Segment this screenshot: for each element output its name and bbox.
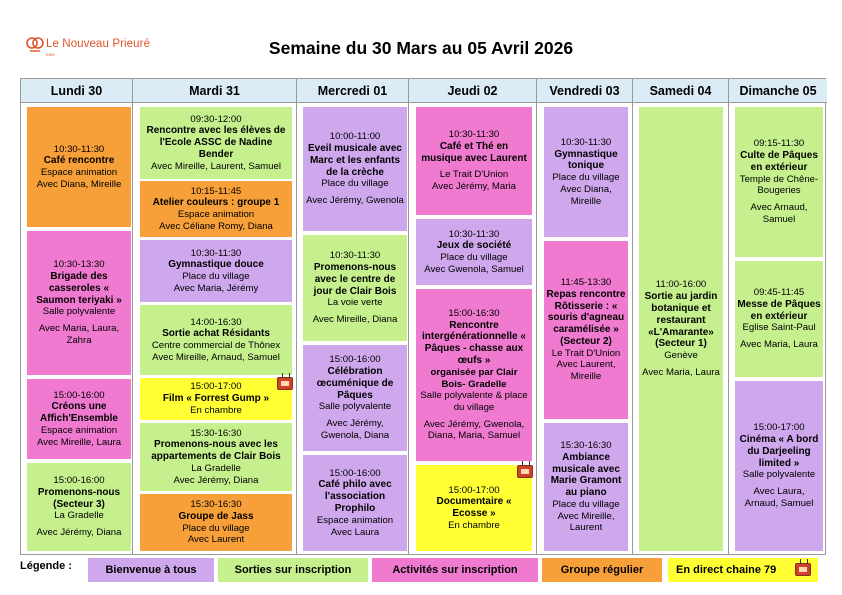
event-staff: Avec Jérémy, Diana: [173, 474, 259, 486]
event-place: Le Trait D'Union: [551, 347, 621, 359]
tv-icon: [517, 465, 533, 478]
event-time: 15:00-16:00: [329, 354, 381, 366]
event-place: Espace animation: [316, 514, 394, 526]
event-staff: Avec Mireille, Laura: [36, 436, 122, 448]
event-card[interactable]: [140, 305, 292, 375]
event-place: Salle polyvalente & place du village: [420, 390, 528, 413]
event-time: 15:00-16:00: [53, 389, 105, 401]
event-time: 15:00-16:00: [53, 475, 105, 487]
event-card[interactable]: [544, 241, 628, 419]
event-staff: Avec Mireille, Laurent, Samuel: [151, 160, 281, 172]
event-place: Place du village: [440, 252, 508, 264]
event-card[interactable]: [140, 107, 292, 179]
event-name: Créons une Affich'Ensemble: [40, 401, 118, 425]
legend-item: Bienvenue à tous: [88, 558, 214, 582]
event-card[interactable]: [27, 379, 131, 459]
event-card[interactable]: [735, 381, 823, 551]
event-staff: Avec Gwenola, Samuel: [424, 263, 524, 275]
day-column-mercredi: [297, 79, 409, 554]
event-staff: Avec Maria, Laura: [740, 339, 818, 351]
event-name: Eveil musicale avec Marc et les enfants de la crèche: [308, 142, 402, 178]
event-staff: Avec Jérémy, Gwenola, Diana, Maria, Samuel: [423, 418, 525, 442]
event-time: 10:30-11:30: [190, 247, 242, 259]
day-column-jeudi: [409, 79, 537, 554]
event-place: Eglise Saint-Paul: [742, 322, 816, 334]
event-card[interactable]: [544, 423, 628, 551]
brand-name: Le Nouveau Prieuré: [46, 38, 151, 50]
legend-item: Sorties sur inscription: [218, 558, 368, 582]
event-card[interactable]: [416, 219, 532, 285]
legend-item: En direct chaine 79: [668, 558, 818, 582]
event-staff: Avec Maria, Laura: [642, 366, 720, 378]
event-place: Le Trait D'Union: [439, 169, 509, 181]
legend-item: Activités sur inscription: [372, 558, 538, 582]
event-card[interactable]: [140, 181, 292, 237]
event-time: 09:45-11:45: [753, 287, 805, 299]
event-time: 09:15-11:30: [753, 138, 805, 150]
event-place: Salle polyvalente: [742, 469, 816, 481]
event-time: 15:30-16:30: [190, 499, 242, 511]
event-staff: Avec Laurent, Mireille: [556, 359, 616, 383]
day-column-mardi: [133, 79, 297, 554]
day-column-dimanche: [729, 79, 827, 554]
event-name: Rencontre intergénérationnelle « Pâques - chasse aux œufs »: [422, 319, 526, 367]
event-time: 15:00-17:00: [753, 422, 805, 434]
event-name: Promenons-nous (Secteur 3): [37, 486, 121, 510]
event-staff: Avec Mireille, Arnaud, Samuel: [152, 351, 280, 363]
week-schedule: [20, 78, 826, 555]
event-place: Place du village: [552, 172, 620, 184]
event-name: Café philo avec l'association Prophilo: [318, 479, 392, 515]
event-place: La Gradelle: [191, 462, 241, 474]
event-card[interactable]: [27, 463, 131, 551]
day-header: Dimanche 05: [729, 79, 827, 103]
day-header: Vendredi 03: [537, 79, 632, 103]
day-column-lundi: [21, 79, 133, 554]
event-staff: Avec Jérémy, Maria: [432, 181, 516, 193]
event-staff: Avec Laura, Arnaud, Samuel: [744, 486, 814, 509]
event-card[interactable]: [303, 345, 407, 451]
event-card[interactable]: [303, 107, 407, 231]
event-name: Brigade des casseroles « Saumon teriyaki »: [36, 271, 122, 306]
event-name: Promenons-nous avec les appartements de Clair Bois: [151, 439, 281, 463]
event-staff: Avec Jérémy, Gwenola: [306, 195, 404, 207]
event-name: Groupe de Jass: [178, 510, 254, 522]
event-place: Espace animation: [40, 167, 118, 179]
event-card[interactable]: [416, 107, 532, 215]
event-time: 10:30-13:30: [53, 259, 105, 271]
event-card[interactable]: [140, 240, 292, 302]
event-staff: Avec Mireille, Laurent: [557, 510, 615, 534]
legend-item: Groupe régulier: [542, 558, 662, 582]
event-card[interactable]: [140, 423, 292, 491]
event-card[interactable]: [27, 107, 131, 227]
event-staff: Avec Mireille, Diana: [312, 314, 398, 326]
event-time: 15:00-16:30: [448, 307, 500, 319]
event-card[interactable]: [140, 378, 292, 420]
event-time: 10:30-11:30: [448, 129, 500, 141]
event-card[interactable]: [544, 107, 628, 237]
event-time: 10:00-11:00: [329, 131, 381, 143]
event-place: La Gradelle: [54, 510, 104, 522]
event-time: 10:30-11:30: [560, 136, 612, 148]
event-place: Place du village: [182, 522, 250, 534]
event-time: 15:00-17:00: [190, 381, 242, 393]
event-place: Place du village: [182, 271, 250, 283]
day-header: Mercredi 01: [297, 79, 408, 103]
day-header: Mardi 31: [133, 79, 296, 103]
event-name: Atelier couleurs : groupe 1: [152, 197, 280, 209]
event-place: En chambre: [448, 519, 500, 531]
brand-sub: EMS: [46, 52, 55, 57]
event-time: 10:15-11:45: [190, 185, 242, 197]
event-staff: Avec Laura: [330, 526, 380, 538]
event-card[interactable]: [735, 107, 823, 257]
event-card[interactable]: [639, 107, 723, 551]
event-name: Café rencontre: [43, 155, 115, 167]
event-time: 10:30-11:30: [448, 228, 500, 240]
event-time: 11:00-16:00: [655, 279, 707, 291]
event-staff: Avec Laurent: [187, 534, 245, 546]
event-card[interactable]: [416, 289, 532, 461]
event-name: Promenons-nous avec le centre de jour de Clair Bois: [313, 261, 397, 297]
day-header: Lundi 30: [21, 79, 132, 103]
event-name: Documentaire « Ecosse »: [436, 496, 512, 519]
event-place: Genève: [664, 350, 698, 362]
event-name: Gymnastique tonique: [554, 148, 618, 172]
event-place: Temple de Chêne-Bougeries: [739, 173, 819, 197]
event-time: 14:00-16:30: [190, 316, 242, 328]
legend-label: Légende :: [20, 560, 72, 572]
event-staff: Avec Maria, Jérémy: [173, 282, 259, 294]
event-name: Messe de Pâques en extérieur: [737, 298, 821, 322]
event-place: Place du village: [321, 178, 389, 190]
event-name: Ambiance musicale avec Marie Gramont au piano: [550, 451, 622, 499]
day-header: Jeudi 02: [409, 79, 536, 103]
event-staff: Avec Diana, Mireille: [560, 183, 612, 207]
event-time: 11:45-13:30: [560, 277, 612, 289]
event-card[interactable]: [303, 455, 407, 551]
event-name: Film « Forrest Gump »: [162, 393, 270, 405]
event-time: 10:30-11:30: [53, 143, 105, 155]
event-name: Rencontre avec les élèves de l'Ecole ASSC de Nadine Bender: [146, 125, 286, 160]
event-place: Salle polyvalente: [42, 306, 116, 318]
event-name: Gymnastique douce: [168, 259, 264, 271]
event-staff: Avec Céliane Romy, Diana: [159, 220, 273, 232]
event-time: 15:00-16:00: [329, 467, 381, 479]
event-card[interactable]: [303, 235, 407, 341]
page-title: Semaine du 30 Mars au 05 Avril 2026: [268, 38, 574, 58]
tv-icon: [795, 563, 811, 576]
event-organizer: organisée par Clair Bois- Gradelle: [430, 366, 518, 390]
event-name: Café et Thé en musique avec Laurent: [421, 140, 527, 164]
event-place: En chambre: [190, 404, 242, 416]
event-name: Cinéma « A bord du Darjeeling limited »: [739, 434, 819, 469]
event-name: Jeux de société: [436, 240, 512, 252]
event-place: Salle polyvalente: [318, 401, 392, 413]
event-staff: Avec Diana, Mireille: [36, 178, 122, 190]
event-place: Espace animation: [40, 424, 118, 436]
event-card[interactable]: [140, 494, 292, 551]
event-staff: Avec Jérémy, Diana: [36, 527, 122, 539]
event-staff: Avec Arnaud, Samuel: [750, 202, 808, 225]
event-staff: Avec Maria, Laura, Zahra: [38, 323, 120, 346]
event-card[interactable]: [27, 231, 131, 375]
event-time: 15:30-16:30: [560, 440, 612, 451]
day-column-samedi: [633, 79, 729, 554]
event-place: La voie verte: [327, 297, 383, 309]
event-name: Sortie achat Résidants: [162, 328, 270, 340]
event-time: 15:00-17:00: [448, 484, 500, 496]
event-place: Espace animation: [177, 209, 255, 221]
event-name: Célébration œcuménique de Pâques: [316, 366, 394, 401]
event-time: 10:30-11:30: [329, 250, 381, 262]
event-time: 09:30-12:00: [190, 113, 242, 125]
event-card[interactable]: [416, 465, 532, 551]
event-card[interactable]: [735, 261, 823, 377]
tv-icon: [277, 377, 293, 390]
day-column-vendredi: [537, 79, 633, 554]
event-place: Place du village: [552, 498, 620, 510]
day-header: Samedi 04: [633, 79, 728, 103]
event-place: Centre commercial de Thônex: [151, 340, 281, 352]
event-staff: Avec Jérémy, Gwenola, Diana: [320, 418, 390, 441]
event-name: Repas rencontre Rôtisserie : « souris d'agneau caramélisée » (Secteur 2): [546, 288, 626, 347]
event-name: Culte de Pâques en extérieur: [740, 150, 818, 173]
event-time: 15:30-16:30: [190, 427, 242, 439]
event-name: Sortie au jardin botanique et restaurant «L'Amarante» (Secteur 1): [644, 291, 718, 350]
